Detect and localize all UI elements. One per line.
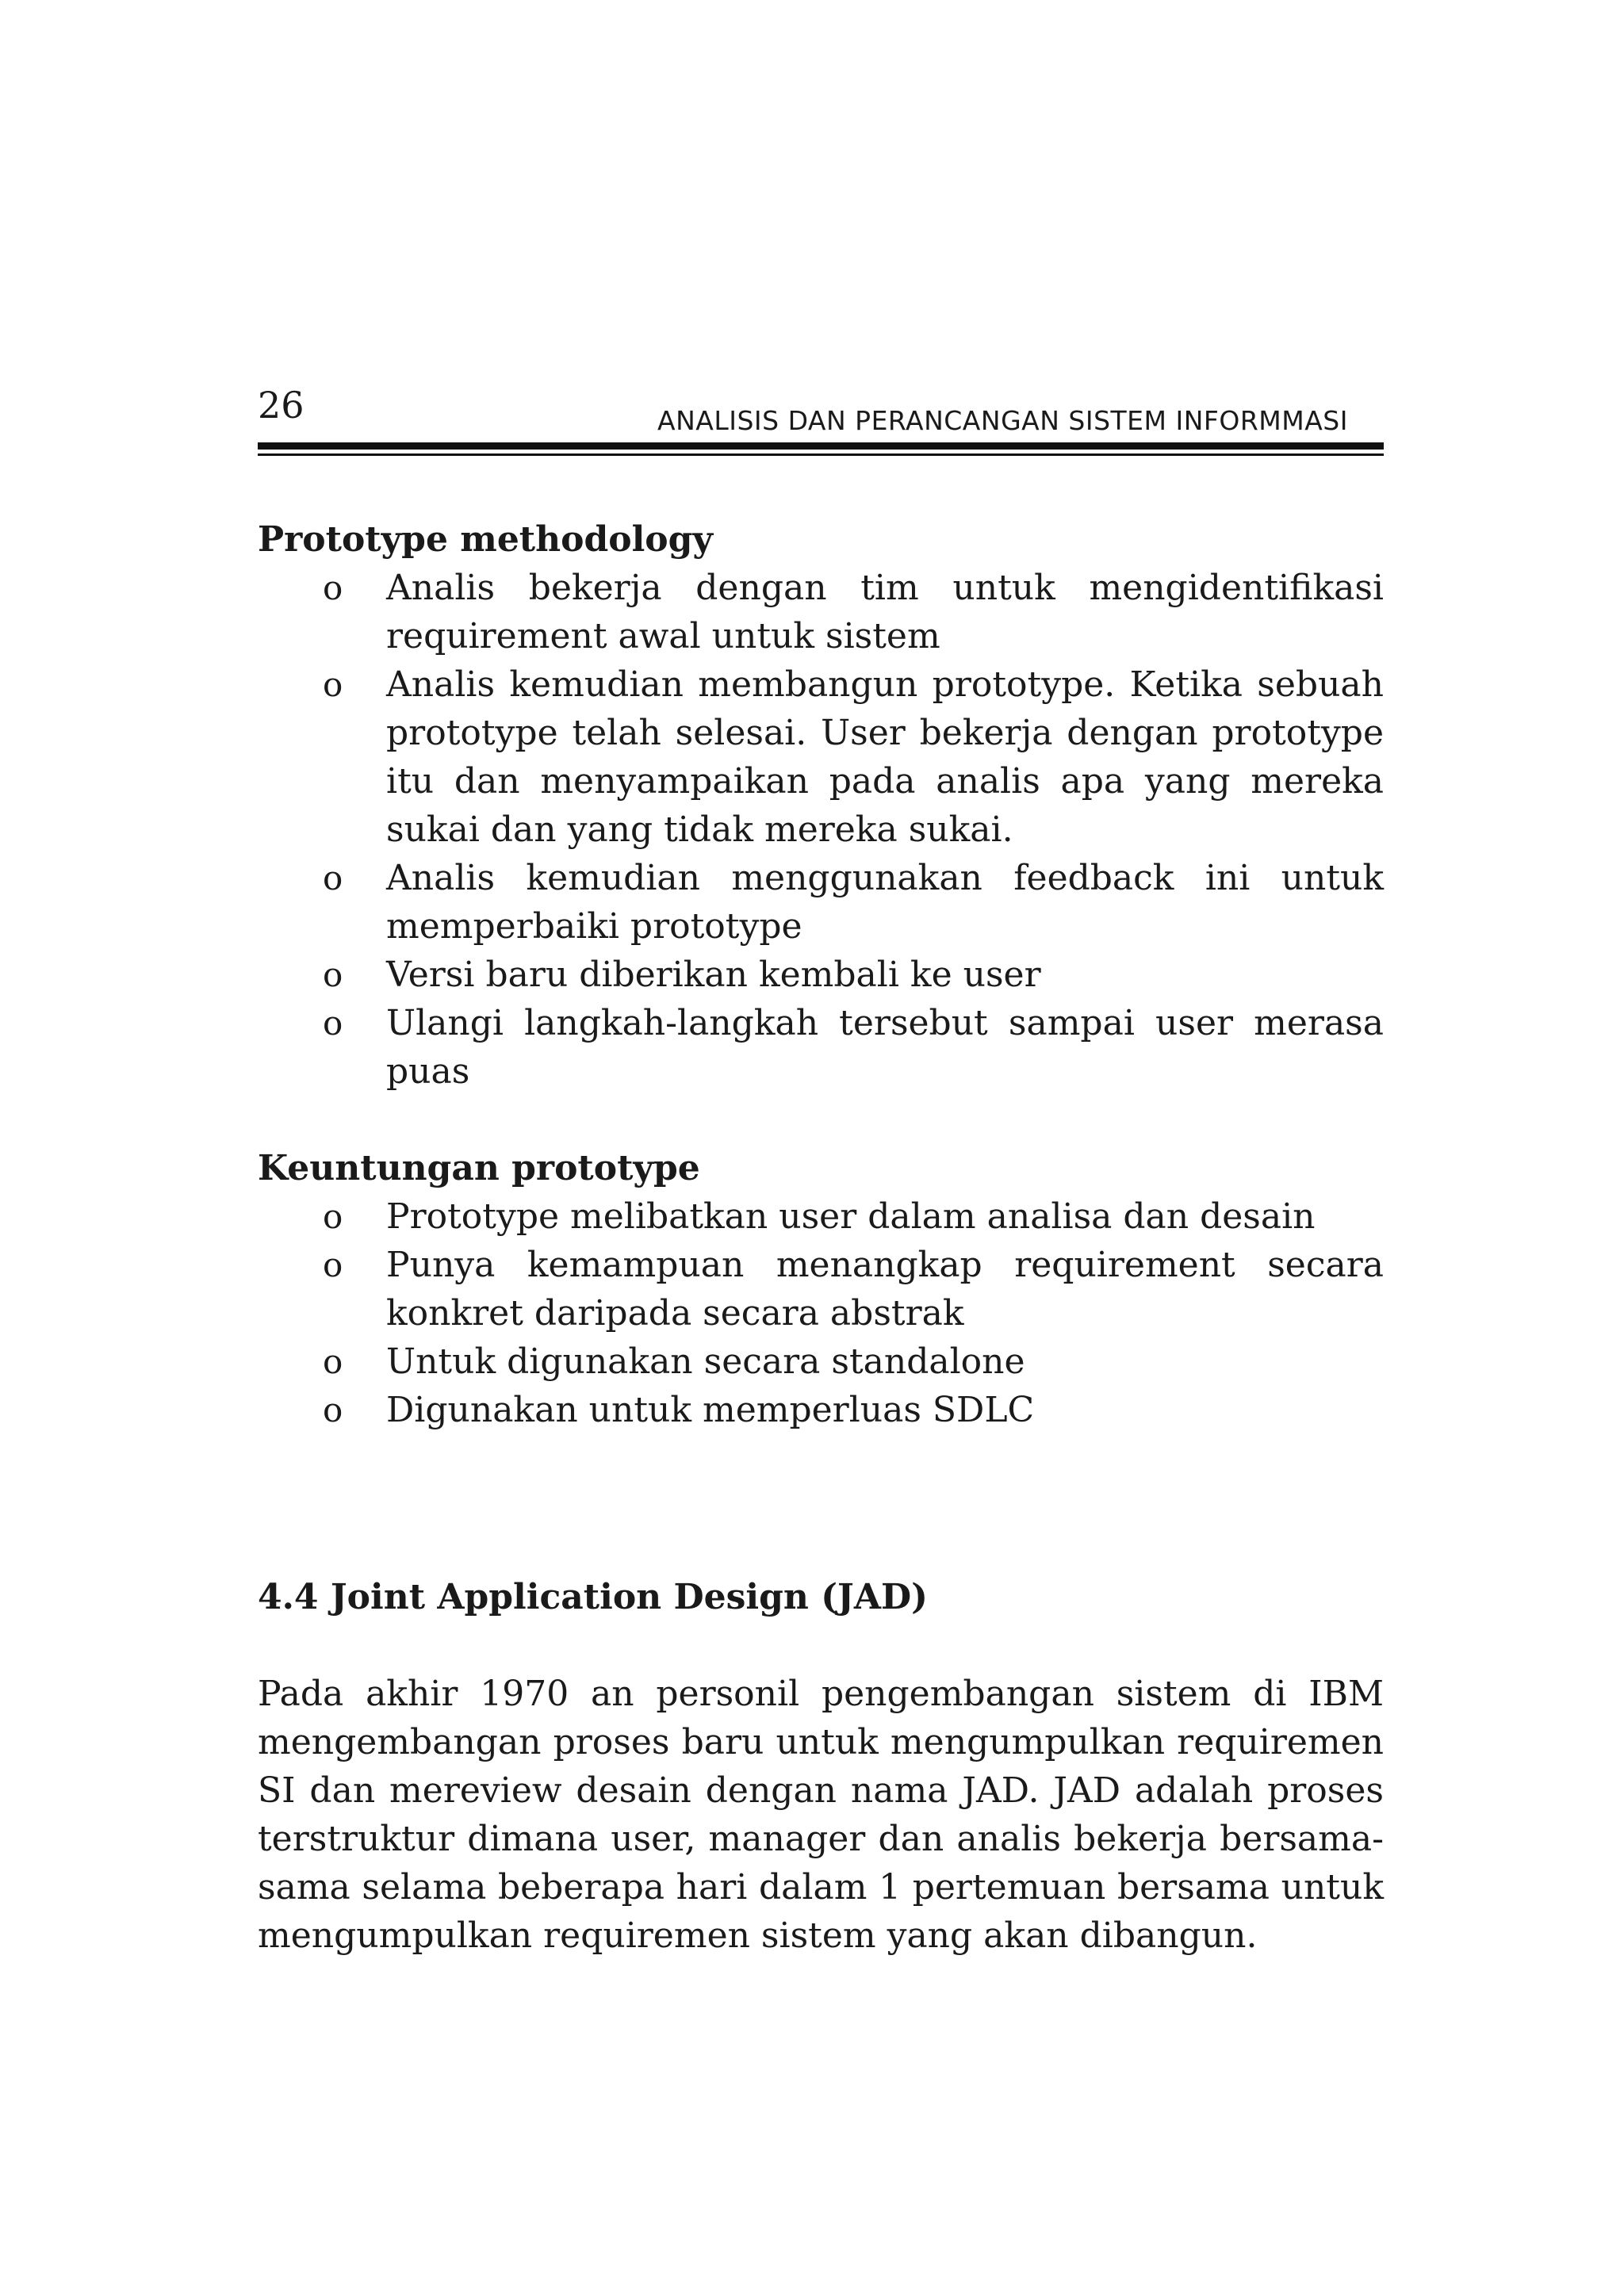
running-title: ANALISIS DAN PERANCANGAN SISTEM INFORMMASI <box>657 405 1348 436</box>
list-item <box>258 1192 1384 1241</box>
book-page <box>258 381 1384 1956</box>
list-item <box>258 999 1384 1096</box>
list-item <box>258 951 1384 999</box>
bullet-marker: o <box>323 955 343 994</box>
section-spacer <box>258 1096 1384 1144</box>
list-item-text: Prototype melibatkan user dalam analisa dan desain <box>386 1196 1316 1237</box>
header-rule-thin <box>258 453 1384 456</box>
list-item <box>258 660 1384 854</box>
list-item-text: Analis kemudian menggunakan feedback ini untuk memperbaiki prototype <box>386 858 1384 947</box>
bullet-marker: o <box>323 1391 343 1429</box>
list-item <box>258 1241 1384 1337</box>
jad-section-heading: 4.4 Joint Application Design (JAD) <box>258 1577 928 1617</box>
keuntungan-prototype-list <box>258 1192 1384 1434</box>
bullet-marker: o <box>323 1342 343 1381</box>
page-content <box>258 515 1384 1960</box>
list-item <box>258 854 1384 951</box>
list-item <box>258 1337 1384 1386</box>
bullet-marker: o <box>323 1004 343 1043</box>
bullet-marker: o <box>323 1246 343 1284</box>
bullet-marker: o <box>323 665 343 704</box>
keuntungan-prototype-heading: Keuntungan prototype <box>258 1148 700 1188</box>
list-item-text: Analis bekerja dengan tim untuk mengidentifikasi requirement awal untuk sistem <box>386 568 1384 656</box>
bullet-marker: o <box>323 568 343 607</box>
jad-paragraph: Pada akhir 1970 an personil pengembangan sistem di IBM mengembangan proses baru untuk mengumpulkan requiremen SI dan mereview desain dengan nama JAD. JAD adalah proses terstruktur dimana user, manager dan analis bekerja bersama-sama selama beberapa hari dalam 1 pertemuan bersama untuk mengumpulkan requiremen sistem yang akan dibangun. <box>258 1674 1384 1956</box>
prototype-methodology-heading: Prototype methodology <box>258 519 713 560</box>
list-item-text: Analis kemudian membangun prototype. Ketika sebuah prototype telah selesai. User bekerja dengan prototype itu dan menyampaikan pada analis apa yang mereka sukai dan yang tidak mereka sukai. <box>386 664 1384 850</box>
list-item <box>258 564 1384 660</box>
bullet-marker: o <box>323 1197 343 1236</box>
header-rule-thick <box>258 442 1384 450</box>
list-item <box>258 1386 1384 1434</box>
list-item-text: Digunakan untuk memperluas SDLC <box>386 1390 1035 1430</box>
prototype-methodology-list <box>258 564 1384 1096</box>
bullet-marker: o <box>323 859 343 897</box>
list-item-text: Versi baru diberikan kembali ke user <box>386 955 1041 995</box>
section-spacer <box>258 1621 1384 1670</box>
page-header <box>258 381 1384 444</box>
page-number: 26 <box>258 384 304 427</box>
list-item-text: Untuk digunakan secara standalone <box>386 1341 1025 1382</box>
list-item-text: Ulangi langkah-langkah tersebut sampai user merasa puas <box>386 1003 1384 1092</box>
list-item-text: Punya kemampuan menangkap requirement secara konkret daripada secara abstrak <box>386 1245 1384 1334</box>
section-spacer <box>258 1434 1384 1573</box>
